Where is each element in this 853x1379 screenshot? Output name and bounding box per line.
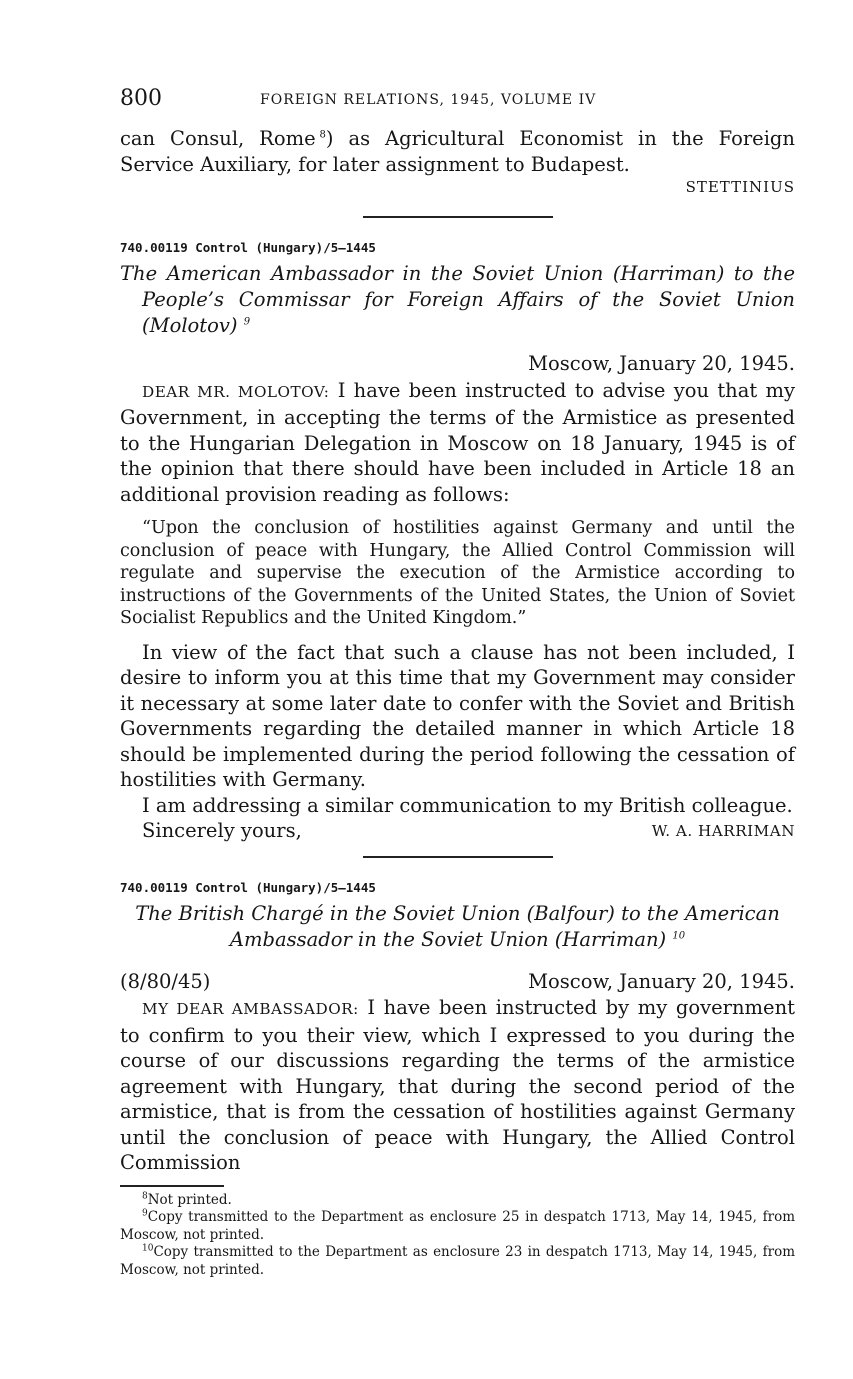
doc2-title-footnote-mark: 10: [672, 930, 686, 942]
footnote-mark: 8: [319, 129, 326, 141]
doc2-reference: 740.00119 Control (Hungary)/5–1445: [120, 880, 376, 895]
footnote-8: [120, 1192, 795, 1210]
doc1-paragraph-3: I am addressing a similar communication to my British colleague.: [142, 793, 793, 817]
doc1-paragraph-1: [120, 378, 795, 508]
doc2-title: [120, 901, 795, 953]
footnote-number: 9: [142, 1208, 148, 1219]
continuation-paragraph: [120, 126, 795, 177]
doc1-quote: “Upon the conclusion of hostilities against Germany and until the conclusion of peace with Hungary, the Allied Control Commission will regulate and supervise the execution of the Armistice according to instructions of the Governments of the United States, the Union of Soviet Socialist Republics and the United Kingdom.”: [120, 518, 795, 628]
document-page: [120, 86, 795, 1279]
footnote-9: [120, 1209, 795, 1244]
doc2-paragraph-1: [120, 995, 795, 1176]
doc2-header-line: [120, 969, 795, 995]
continuation-text-after: ) as Agricultural Economist in the Foreign Service Auxiliary, for later assignment to Budapest.: [120, 127, 795, 176]
doc1-title-footnote-mark: 9: [243, 316, 251, 328]
section-divider: [363, 216, 553, 218]
doc2-title-text: The British Chargé in the Soviet Union (Balfour) to the American Ambassador in the Soviet Union (Harriman): [135, 902, 780, 951]
page-number: 800: [120, 86, 162, 111]
doc1-closing-line: [120, 818, 795, 844]
doc2-para1-text: I have been instructed by my government to confirm to you their view, which I expressed to you during the course of our discussions regarding the terms of the armistice agreement with Hungary, that during the second period of the armistice, that is from the cessation of hostilities against Germany until the conclusion of peace with Hungary, the Allied Control Commission: [120, 996, 795, 1174]
doc2-file-number: (8/80/45): [120, 970, 211, 993]
doc1-title: [120, 261, 795, 339]
footnote-text: Copy transmitted to the Department as enclosure 25 in despatch 1713, May 14, 1945, from Moscow, not printed.: [120, 1209, 795, 1243]
doc1-title-text: The American Ambassador in the Soviet Union (Harriman) to the People’s Commissar for Foreign Affairs of the Soviet Union (Molotov): [120, 262, 795, 337]
doc1-reference: 740.00119 Control (Hungary)/5–1445: [120, 240, 376, 255]
continuation-text: can Consul, Rome: [120, 127, 320, 150]
footnote-number: 8: [142, 1191, 148, 1201]
footnote-text: Copy transmitted to the Department as enclosure 23 in despatch 1713, May 14, 1945, from Moscow, not printed.: [120, 1244, 795, 1278]
doc1-signature: W. A. HARRIMAN: [651, 822, 795, 840]
doc1-paragraph-2: In view of the fact that such a clause has not been included, I desire to inform you at this time that my Government may consider it necessary at some later date to confer with the Soviet and British Governments regarding the detailed manner in which Article 18 should be implemented during the period following the cessation of hostilities with Germany.: [120, 640, 795, 791]
page-header: [120, 86, 795, 118]
footnote-divider: [120, 1185, 224, 1187]
doc2-salutation: MY DEAR AMBASSADOR:: [142, 1000, 359, 1018]
doc1-place-date: Moscow, January 20, 1945.: [528, 352, 795, 375]
signature-stettinius: STETTINIUS: [685, 178, 795, 196]
footnote-text: Not printed.: [147, 1191, 232, 1208]
doc1-para1-text: I have been instructed to advise you that my Government, in accepting the terms of the Armistice as presented to the Hungarian Delegation in Moscow on 18 January, 1945 is of the opinion that there should have been included in Article 18 an additional provision reading as follows:: [120, 378, 795, 506]
footnotes: [120, 1192, 795, 1280]
footnote-10: [120, 1244, 795, 1279]
running-head: FOREIGN RELATIONS, 1945, VOLUME IV: [260, 92, 597, 108]
doc1-salutation: DEAR MR. MOLOTOV:: [142, 382, 330, 401]
section-divider: [363, 856, 553, 858]
doc1-closing: Sincerely yours,: [142, 819, 302, 842]
footnote-number: 10: [142, 1243, 154, 1254]
doc2-place-date: Moscow, January 20, 1945.: [528, 970, 795, 993]
